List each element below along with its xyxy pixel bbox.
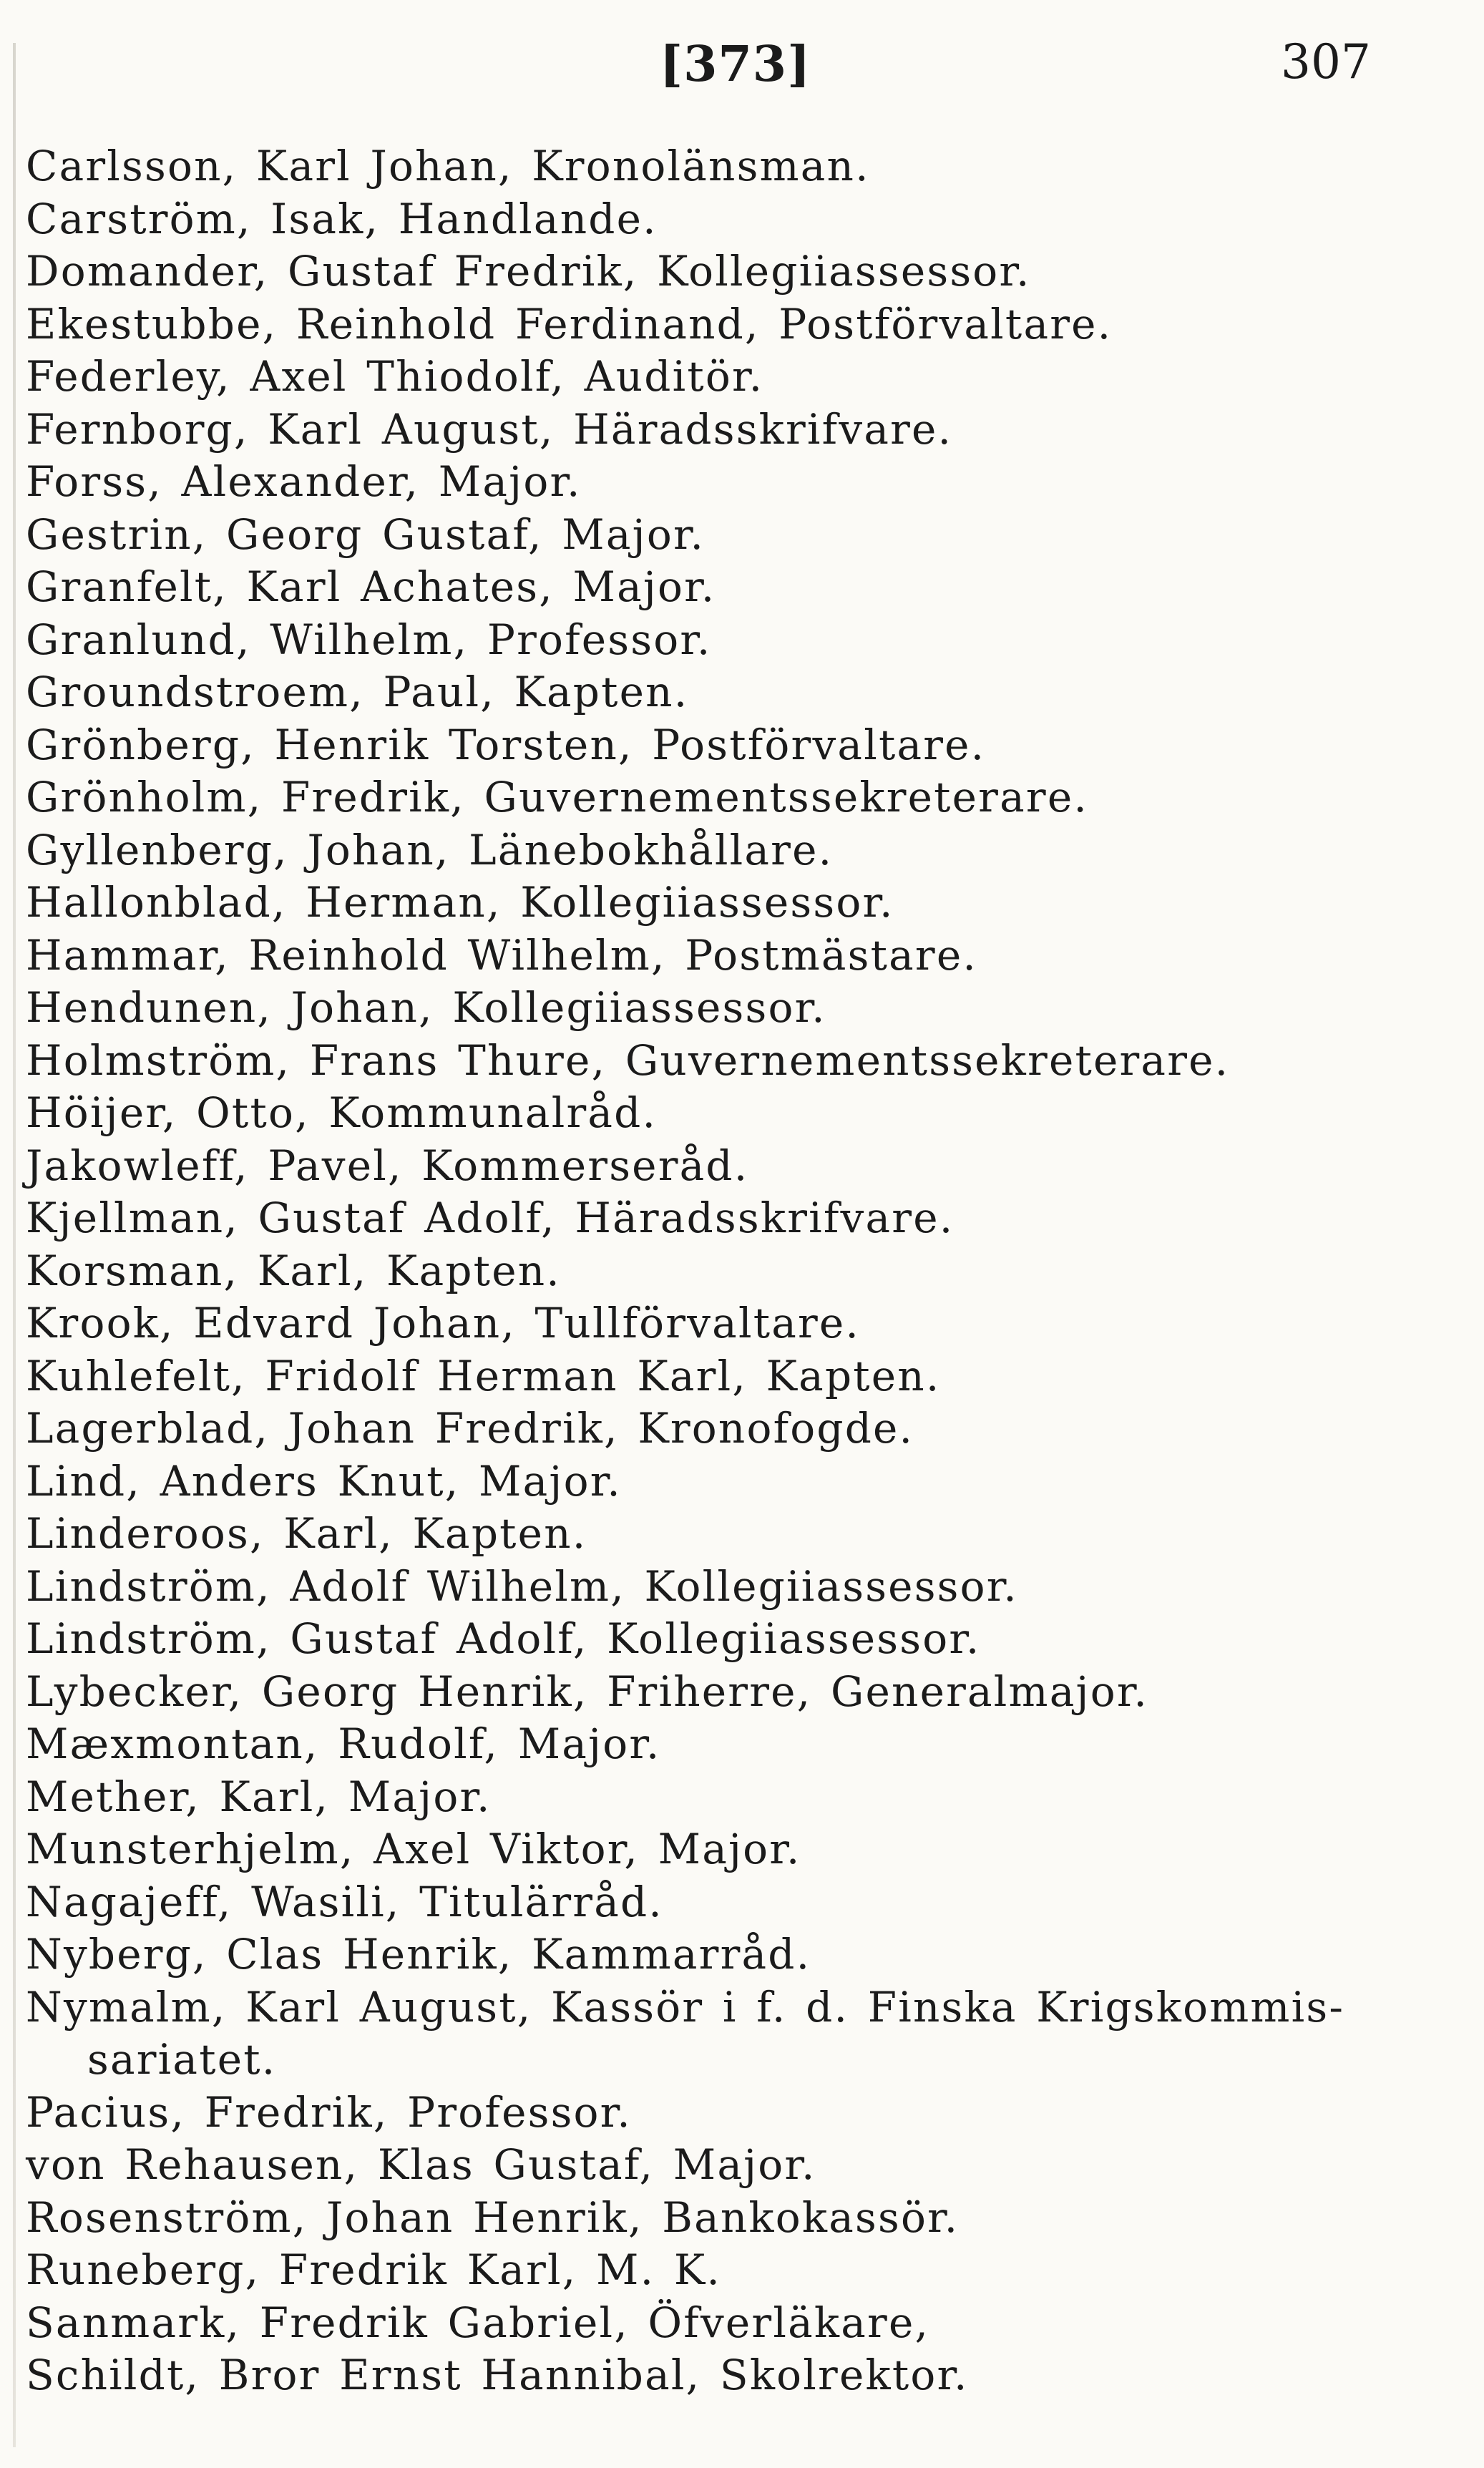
list-item-continuation: sariatet.	[87, 2035, 277, 2084]
list-item: Munsterhjelm, Axel Viktor, Major.	[26, 1825, 801, 1873]
list-item: Mæxmontan, Rudolf, Major.	[26, 1720, 661, 1768]
list-item: Ekestubbe, Reinhold Ferdinand, Postförvaltare.	[26, 299, 1113, 348]
list-item: Holmström, Frans Thure, Guvernementssekreterare.	[26, 1035, 1230, 1085]
list-item: Höijer, Otto, Kommunalråd.	[26, 1088, 658, 1137]
list-item: Lindström, Gustaf Adolf, Kollegiiassessor.	[26, 1614, 981, 1663]
list-item: Hammar, Reinhold Wilhelm, Postmästare.	[26, 930, 978, 980]
list-item: Granfelt, Karl Achates, Major.	[26, 562, 716, 611]
list-item: Nymalm, Karl August, Kassör i f. d. Finska Krigskommis-	[26, 1982, 1345, 2032]
page-header	[0, 29, 1484, 100]
list-item: Lindström, Adolf Wilhelm, Kollegiiassessor.	[26, 1561, 1018, 1611]
list-item: Carlsson, Karl Johan, Kronolänsman.	[26, 142, 870, 190]
list-item: Nyberg, Clas Henrik, Kammarråd.	[26, 1930, 811, 1979]
list-item: Kjellman, Gustaf Adolf, Häradsskrifvare.	[26, 1194, 955, 1242]
list-item: Jakowleff, Pavel, Kommerseråd.	[26, 1141, 749, 1190]
list-item: Nagajeff, Wasili, Titulärråd.	[26, 1877, 663, 1926]
list-item: Krook, Edvard Johan, Tullförvaltare.	[26, 1299, 861, 1347]
list-item: Pacius, Fredrik, Professor.	[26, 2087, 632, 2137]
list-item: Grönholm, Fredrik, Guvernementssekreterare.	[26, 773, 1088, 821]
list-item: Federley, Axel Thiodolf, Auditör.	[26, 352, 764, 401]
list-item: Gyllenberg, Johan, Länebokhållare.	[26, 825, 834, 874]
list-item: Forss, Alexander, Major.	[26, 457, 582, 506]
list-item: Lagerblad, Johan Fredrik, Kronofogde.	[26, 1404, 914, 1453]
list-item: Kuhlefelt, Fridolf Herman Karl, Kapten.	[26, 1351, 941, 1400]
list-item: Grönberg, Henrik Torsten, Postförvaltare.	[26, 720, 986, 769]
list-item: Schildt, Bror Ernst Hannibal, Skolrektor.	[26, 2351, 969, 2399]
page-gutter-line	[13, 43, 16, 2447]
list-item: Sanmark, Fredrik Gabriel, Öfverläkare,	[26, 2298, 930, 2347]
list-item: Linderoos, Karl, Kapten.	[26, 1509, 587, 1558]
bracketed-page-number: [373]	[660, 36, 811, 93]
name-list	[26, 140, 1450, 2402]
list-item: Carström, Isak, Handlande.	[26, 194, 658, 243]
list-item: Granlund, Wilhelm, Professor.	[26, 615, 712, 664]
list-item: Hallonblad, Herman, Kollegiiassessor.	[26, 878, 894, 927]
page-number: 307	[1281, 34, 1371, 89]
list-item: Mether, Karl, Major.	[26, 1772, 492, 1821]
list-item: von Rehausen, Klas Gustaf, Major.	[26, 2140, 816, 2189]
list-item: Korsman, Karl, Kapten.	[26, 1246, 561, 1295]
list-item: Runeberg, Fredrik Karl, M. K.	[26, 2245, 722, 2294]
list-item: Rosenström, Johan Henrik, Bankokassör.	[26, 2193, 960, 2242]
list-item: Domander, Gustaf Fredrik, Kollegiiassessor.	[26, 247, 1031, 296]
list-item: Lybecker, Georg Henrik, Friherre, Generalmajor.	[26, 1667, 1149, 1716]
list-item: Hendunen, Johan, Kollegiiassessor.	[26, 983, 826, 1032]
list-item: Gestrin, Georg Gustaf, Major.	[26, 509, 706, 559]
list-item: Groundstroem, Paul, Kapten.	[26, 668, 689, 716]
list-item: Lind, Anders Knut, Major.	[26, 1456, 622, 1506]
list-item: Fernborg, Karl August, Häradsskrifvare.	[26, 404, 953, 454]
